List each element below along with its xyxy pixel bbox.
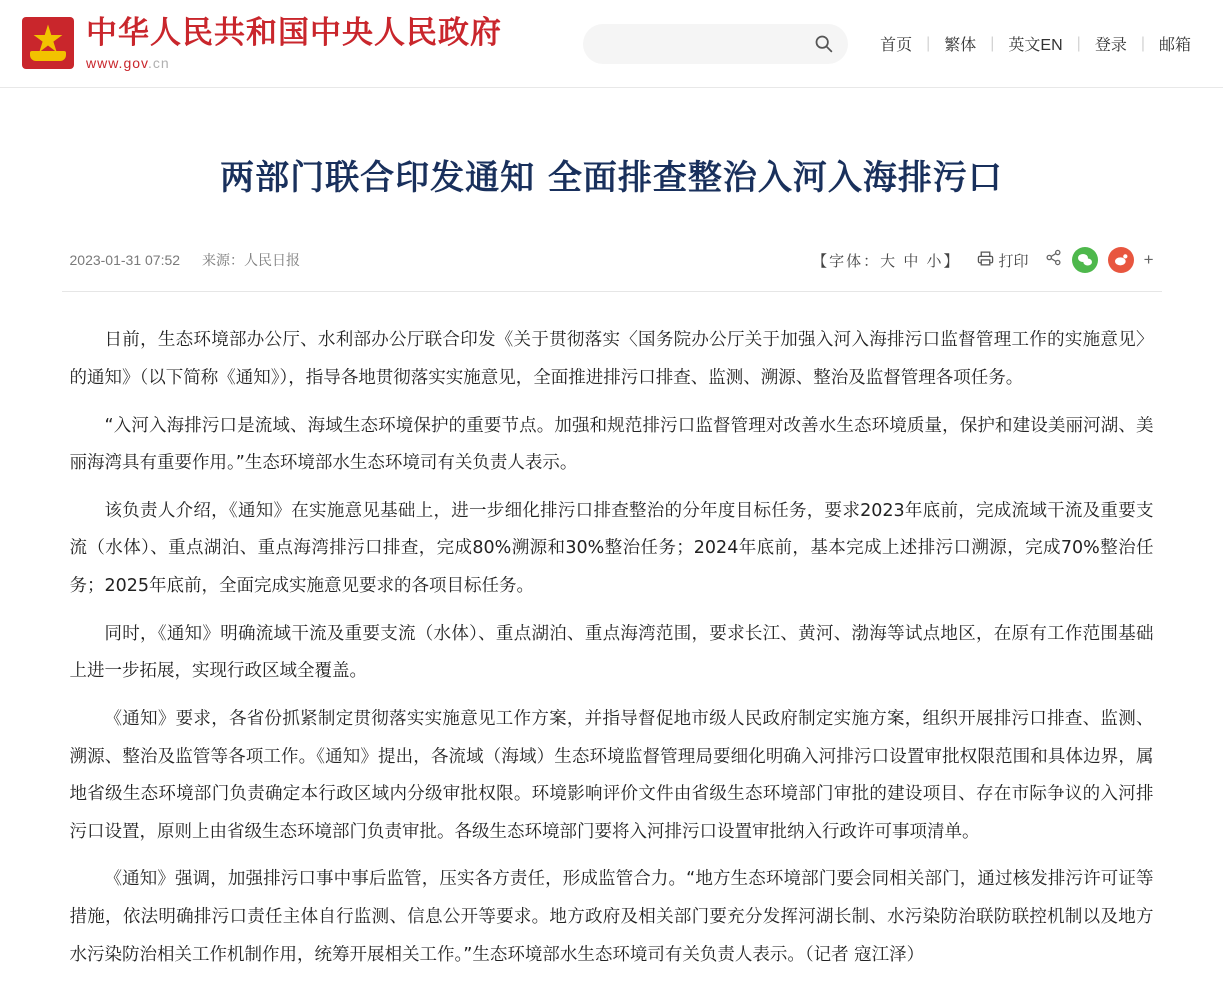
publish-date: 2023-01-31 07:52 (69, 252, 181, 269)
nav-item-traditional[interactable]: 繁体 (944, 37, 977, 54)
header-nav (866, 32, 1205, 55)
national-emblem-icon (22, 17, 74, 69)
nav-separator: | (1140, 34, 1145, 52)
share-icon[interactable] (1045, 249, 1062, 271)
site-url-main: www.gov (86, 54, 148, 71)
article-body (62, 322, 1162, 974)
site-brand[interactable] (22, 16, 502, 71)
header-right (583, 24, 1205, 64)
article-paragraph: 同时，《通知》明确流域干流及重要支流（水体）、重点湖泊、重点海湾范围，要求长江、黄河、渤海等试点地区，在原有工作范围基础上进一步拓展，实现行政区域全覆盖。 (69, 623, 1154, 682)
article-paragraph: “入河入海排污口是流域、海域生态环境保护的重要节点。加强和规范排污口监督管理对改善水生态环境质量，保护和建设美丽河湖、美丽海湾具有重要作用。”生态环境部水生态环境司有关负责人表示。 (69, 415, 1154, 474)
article-paragraph: 《通知》强调，加强排污口事中事后监管，压实各方责任，形成监管合力。“地方生态环境部门要会同相关部门，通过核发排污许可证等措施，依法明确排污口责任主体自行监测、信息公开等要求。地方政府及相关部门要充分发挥河湖长制、水污染防治联防联控机制以及地方水污染防治相关工作机制作用，统筹开展相关工作。”生态环境部水生态环境司有关负责人表示。（记者 寇江泽） (69, 869, 1154, 965)
nav-separator: | (990, 34, 995, 52)
article-source (202, 250, 300, 270)
article-paragraph: 《通知》要求，各省份抓紧制定贯彻落实实施意见工作方案，并指导督促地市级人民政府制定实施方案，组织开展排污口排查、监测、溯源、整治及监管等各项工作。《通知》提出，各流域（海域）生态环境监督管理局要细化明确入河排污口设置审批权限范围和具体边界，属地省级生态环境部门负责确定本行政区域内分级审批权限。环境影响评价文件由省级生态环境部门审批的建设项目、存在市际争议的入河排污口设置，原则上由省级生态环境部门负责审批。各级生态环境部门要将入河排污口设置审批纳入行政许可事项清单。 (69, 708, 1154, 842)
font-size-small[interactable]: 小 (926, 252, 944, 270)
print-button[interactable] (977, 250, 1029, 271)
site-title: 中华人民共和国中央人民政府 (86, 15, 502, 52)
nav-separator: | (1076, 34, 1081, 52)
print-label: 打印 (998, 252, 1029, 270)
nav-item-home[interactable]: 首页 (880, 37, 913, 54)
font-size-control (812, 250, 960, 271)
meta-divider (62, 291, 1162, 292)
nav-separator: | (926, 34, 931, 52)
nav-item-english[interactable]: 英文EN (1008, 37, 1063, 54)
article-paragraph: 该负责人介绍，《通知》在实施意见基础上，进一步细化排污口排查整治的分年度目标任务，要求2023年底前，完成流域干流及重要支流（水体）、重点湖泊、重点海湾排污口排查，完成80%溯源和30%整治任务；2024年底前，基本完成上述排污口溯源，完成70%整治任务；2025年底前，全面完成实施意见要求的各项目标任务。 (69, 500, 1154, 597)
search-icon[interactable] (812, 33, 834, 55)
article (62, 88, 1162, 974)
search-input[interactable] (601, 35, 812, 53)
site-url-suffix: .cn (147, 54, 170, 71)
brand-text (86, 16, 502, 71)
weibo-icon[interactable] (1108, 247, 1134, 273)
font-size-suffix: 】 (943, 252, 961, 270)
font-size-prefix: 【字体： (812, 252, 881, 270)
page-title: 两部门联合印发通知 全面排查整治入河入海排污口 (220, 158, 1003, 198)
nav-item-login[interactable]: 登录 (1094, 37, 1127, 54)
printer-icon (977, 250, 994, 271)
source-name: 人民日报 (244, 252, 301, 269)
source-label: 来源： (202, 252, 245, 269)
plus-icon[interactable]: + (1143, 250, 1154, 270)
share-icons (1045, 247, 1154, 273)
site-url (86, 55, 502, 71)
article-paragraph: 日前，生态环境部办公厅、水利部办公厅联合印发《关于贯彻落实〈国务院办公厅关于加强入河入海排污口监督管理工作的实施意见〉的通知》（以下简称《通知》），指导各地贯彻落实实施意见，全面推进排污口排查、监测、溯源、整治及监督管理各项任务。 (69, 330, 1154, 388)
nav-item-mail[interactable]: 邮箱 (1158, 37, 1191, 54)
article-meta (62, 247, 1162, 291)
wechat-icon[interactable] (1072, 247, 1098, 273)
site-header (0, 0, 1223, 88)
font-size-medium[interactable]: 中 (903, 252, 921, 270)
article-meta-right (812, 247, 1153, 273)
search-box[interactable] (583, 24, 848, 64)
article-meta-left (70, 250, 301, 270)
font-size-large[interactable]: 大 (880, 252, 898, 270)
